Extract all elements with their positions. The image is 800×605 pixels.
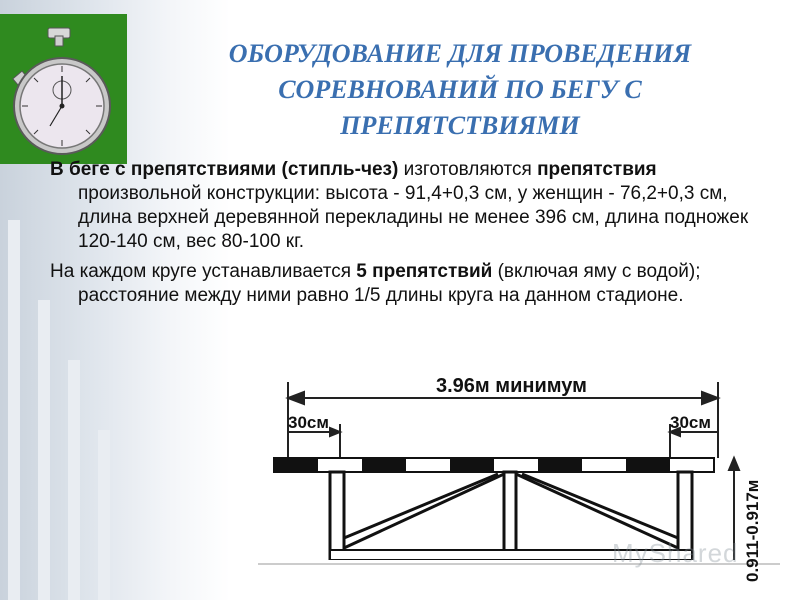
text-fragment: изготовляются xyxy=(398,159,538,180)
body-text xyxy=(50,158,780,314)
right-foot-label: 30см xyxy=(670,413,711,432)
bold-phrase: препятствия xyxy=(537,159,657,180)
height-label: 0.911-0.917м xyxy=(743,479,762,582)
text-fragment: (включая яму с водой); расстояние между ними равно 1/5 длины круга на данном стадионе. xyxy=(78,261,701,306)
watermark: MyShared xyxy=(612,538,739,568)
text-fragment: На каждом круге устанавливается xyxy=(50,261,357,282)
text-fragment: произвольной конструкции: высота - 91,4+0,3 см, у женщин - 76,2+0,3 см, длина верхней деревянной перекладины не менее 396 см, длина подножек 120-140 см, вес 80-100 кг. xyxy=(78,183,749,252)
title-line: ПРЕПЯТСТВИЯМИ xyxy=(340,111,580,140)
bold-phrase: 5 препятствий xyxy=(356,261,493,282)
title-line: СОРЕВНОВАНИЙ ПО БЕГУ С xyxy=(278,75,642,104)
paragraph-equipment xyxy=(50,158,780,254)
left-foot-label: 30см xyxy=(288,413,329,432)
length-label: 3.96м минимум xyxy=(436,375,587,397)
title-line: ОБОРУДОВАНИЕ ДЛЯ ПРОВЕДЕНИЯ xyxy=(228,39,692,68)
stopwatch-icon xyxy=(0,14,127,164)
paragraph-count xyxy=(50,260,780,308)
page-title xyxy=(150,36,770,144)
bold-phrase: В беге с препятствиями (стипль-чез) xyxy=(50,159,399,180)
